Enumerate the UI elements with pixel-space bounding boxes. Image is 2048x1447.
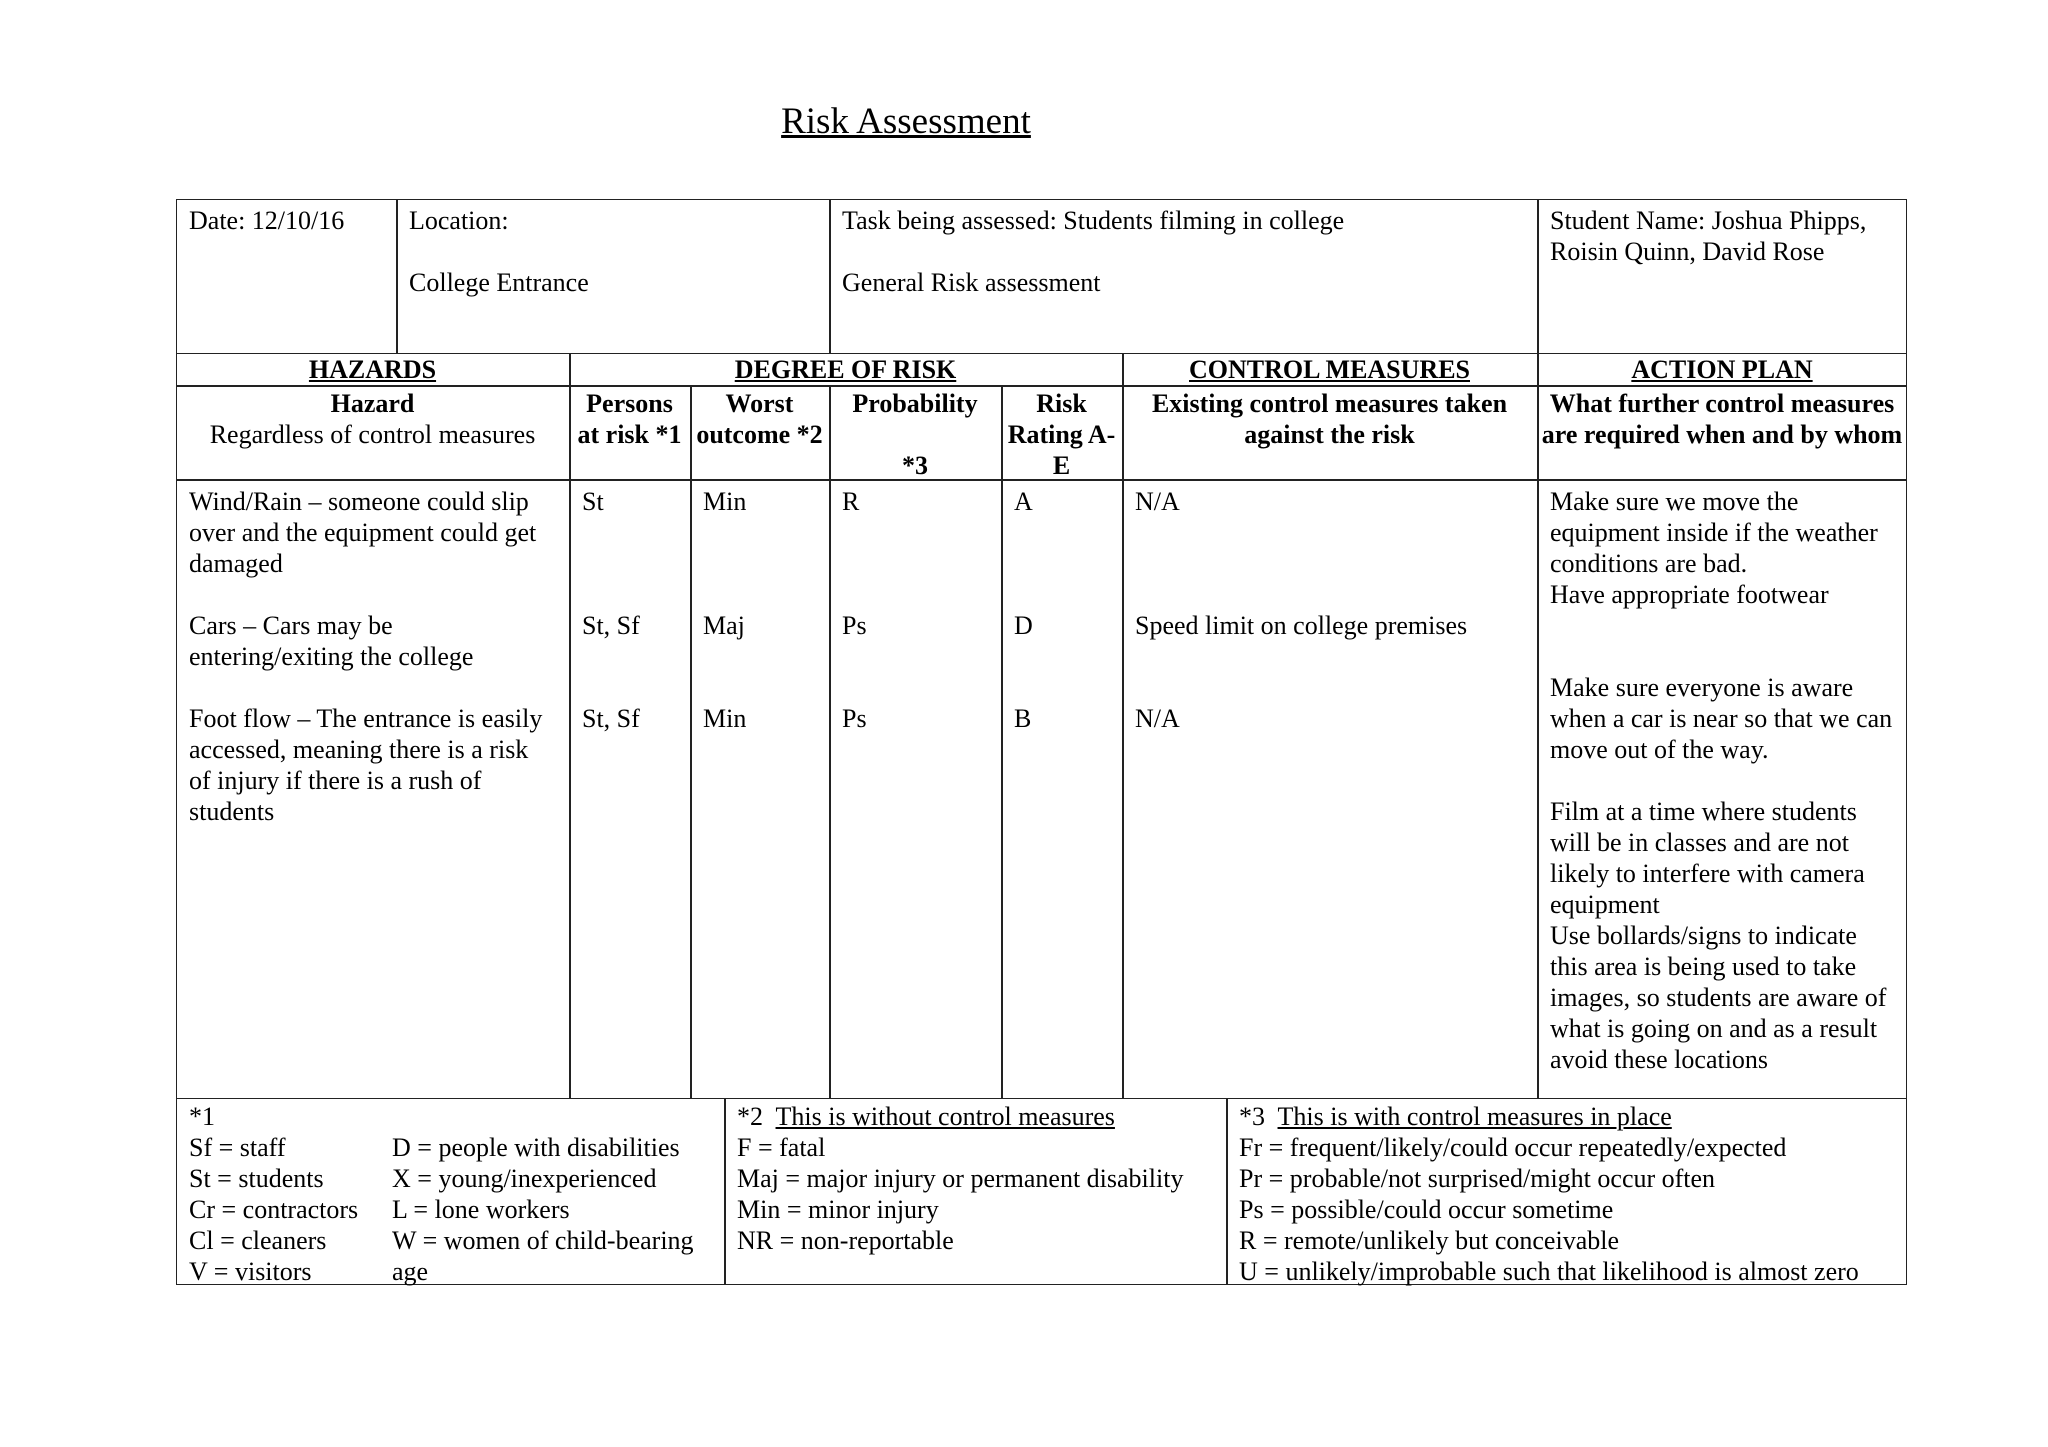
column-header-worst-outcome: Worst outcome *2 bbox=[696, 389, 823, 449]
table-cell-persons: St bbox=[582, 487, 604, 516]
probability-label: Probability bbox=[852, 389, 978, 418]
section-header-control-measures: CONTROL MEASURES bbox=[1189, 355, 1470, 384]
column-header-further-controls: What further control measures are required when and by whom bbox=[1541, 389, 1903, 449]
legend-item: L = lone workers bbox=[392, 1195, 570, 1224]
action-plan-column bbox=[1537, 480, 1907, 1081]
legend-probability-marker: *3 bbox=[1239, 1102, 1265, 1131]
legend-item: U = unlikely/improbable such that likelihood is almost zero bbox=[1239, 1257, 1859, 1286]
persons-column bbox=[569, 480, 690, 740]
legend-item: St = students bbox=[189, 1164, 324, 1193]
legend-item: Cl = cleaners bbox=[189, 1226, 327, 1255]
legend-item: V = visitors bbox=[189, 1257, 312, 1286]
table-cell-probability: Ps bbox=[842, 704, 867, 733]
table-cell-worst-outcome: Min bbox=[703, 704, 747, 733]
legend-item: D = people with disabilities bbox=[392, 1133, 680, 1162]
column-header-persons: Persons at risk *1 bbox=[577, 389, 682, 449]
task-label: Task being assessed: Students filming in college bbox=[842, 206, 1345, 235]
risk-rating-column bbox=[1001, 480, 1122, 740]
table-cell-risk-rating: D bbox=[1014, 611, 1033, 640]
table-cell-probability: Ps bbox=[842, 611, 867, 640]
location-value: College Entrance bbox=[409, 268, 589, 297]
section-header-hazards: HAZARDS bbox=[308, 355, 437, 384]
legend-item: Cr = contractors bbox=[189, 1195, 359, 1224]
table-cell-persons: St, Sf bbox=[582, 611, 640, 640]
column-header-existing-controls: Existing control measures taken against the risk bbox=[1151, 389, 1508, 449]
table-cell-worst-outcome: Min bbox=[703, 487, 747, 516]
table-row-hazard: Cars – Cars may be entering/exiting the college bbox=[189, 611, 474, 671]
column-header-hazard bbox=[176, 386, 569, 452]
table-cell-probability: R bbox=[842, 487, 860, 516]
table-cell-control: N/A bbox=[1135, 704, 1180, 733]
legend-item: Ps = possible/could occur sometime bbox=[1239, 1195, 1614, 1224]
table-row-hazard: Wind/Rain – someone could slip over and the equipment could get damaged bbox=[189, 487, 537, 578]
page-title: Risk Assessment bbox=[781, 101, 1031, 142]
legend-item: Sf = staff bbox=[189, 1133, 286, 1162]
date-field: Date: 12/10/16 bbox=[189, 206, 345, 235]
legend-persons bbox=[176, 1099, 724, 1289]
action-plan-item: Film at a time where students will be in classes and are not likely to interfere with camera equipment bbox=[1550, 797, 1865, 919]
legend-item: R = remote/unlikely but conceivable bbox=[1239, 1226, 1619, 1255]
student-names: Student Name: Joshua Phipps, Roisin Quinn, David Rose bbox=[1550, 206, 1867, 266]
legend-outcome bbox=[724, 1099, 1226, 1258]
action-plan-item: Make sure everyone is aware when a car is near so that we can move out of the way. bbox=[1550, 673, 1893, 764]
legend-item: Pr = probable/not surprised/might occur often bbox=[1239, 1164, 1716, 1193]
column-header-risk-rating: Risk Rating A-E bbox=[1007, 389, 1116, 480]
location-label: Location: bbox=[409, 206, 509, 235]
legend-outcome-heading: This is without control measures bbox=[775, 1102, 1115, 1131]
legend-item: W = women of child-bearing bbox=[392, 1226, 694, 1255]
legend-item: age bbox=[392, 1257, 429, 1286]
table-row-hazard: Foot flow – The entrance is easily accessed, meaning there is a risk of injury if there is a rush of students bbox=[189, 704, 543, 826]
worst-outcome-column bbox=[690, 480, 829, 740]
legend-probability-heading: This is with control measures in place bbox=[1277, 1102, 1672, 1131]
location-cell bbox=[396, 199, 829, 304]
section-header-action-plan: ACTION PLAN bbox=[1631, 355, 1813, 384]
table-cell-risk-rating: B bbox=[1014, 704, 1032, 733]
legend-item: X = young/inexperienced bbox=[392, 1164, 657, 1193]
probability-column bbox=[829, 480, 1001, 740]
action-plan-item: Have appropriate footwear bbox=[1550, 580, 1829, 609]
table-cell-worst-outcome: Maj bbox=[703, 611, 745, 640]
action-plan-item: Make sure we move the equipment inside if the weather conditions are bad. bbox=[1550, 487, 1878, 578]
table-cell-risk-rating: A bbox=[1014, 487, 1033, 516]
legend-probability bbox=[1226, 1099, 1907, 1289]
table-cell-control: N/A bbox=[1135, 487, 1180, 516]
legend-outcome-marker: *2 bbox=[737, 1102, 763, 1131]
hazard-column bbox=[176, 480, 569, 833]
task-cell bbox=[829, 199, 1537, 304]
legend-item: F = fatal bbox=[737, 1133, 826, 1162]
legend-item: Maj = major injury or permanent disability bbox=[737, 1164, 1184, 1193]
legend-persons-marker: *1 bbox=[189, 1102, 215, 1131]
task-sub: General Risk assessment bbox=[842, 268, 1101, 297]
legend-item: Fr = frequent/likely/could occur repeatedly/expected bbox=[1239, 1133, 1787, 1162]
table-cell-control: Speed limit on college premises bbox=[1135, 611, 1468, 640]
hazard-subtitle: Regardless of control measures bbox=[209, 420, 536, 449]
section-header-degree-of-risk: DEGREE OF RISK bbox=[734, 355, 957, 384]
action-plan-item: Use bollards/signs to indicate this area is being used to take images, so students are aware of what is going on and as a result avoid these locations bbox=[1550, 921, 1887, 1074]
hazard-title: Hazard bbox=[330, 389, 415, 418]
table-cell-persons: St, Sf bbox=[582, 704, 640, 733]
column-header-probability bbox=[829, 386, 1001, 483]
probability-ref: *3 bbox=[902, 451, 928, 480]
control-measures-column bbox=[1122, 480, 1537, 740]
legend-item: Min = minor injury bbox=[737, 1195, 939, 1224]
legend-item: NR = non-reportable bbox=[737, 1226, 954, 1255]
